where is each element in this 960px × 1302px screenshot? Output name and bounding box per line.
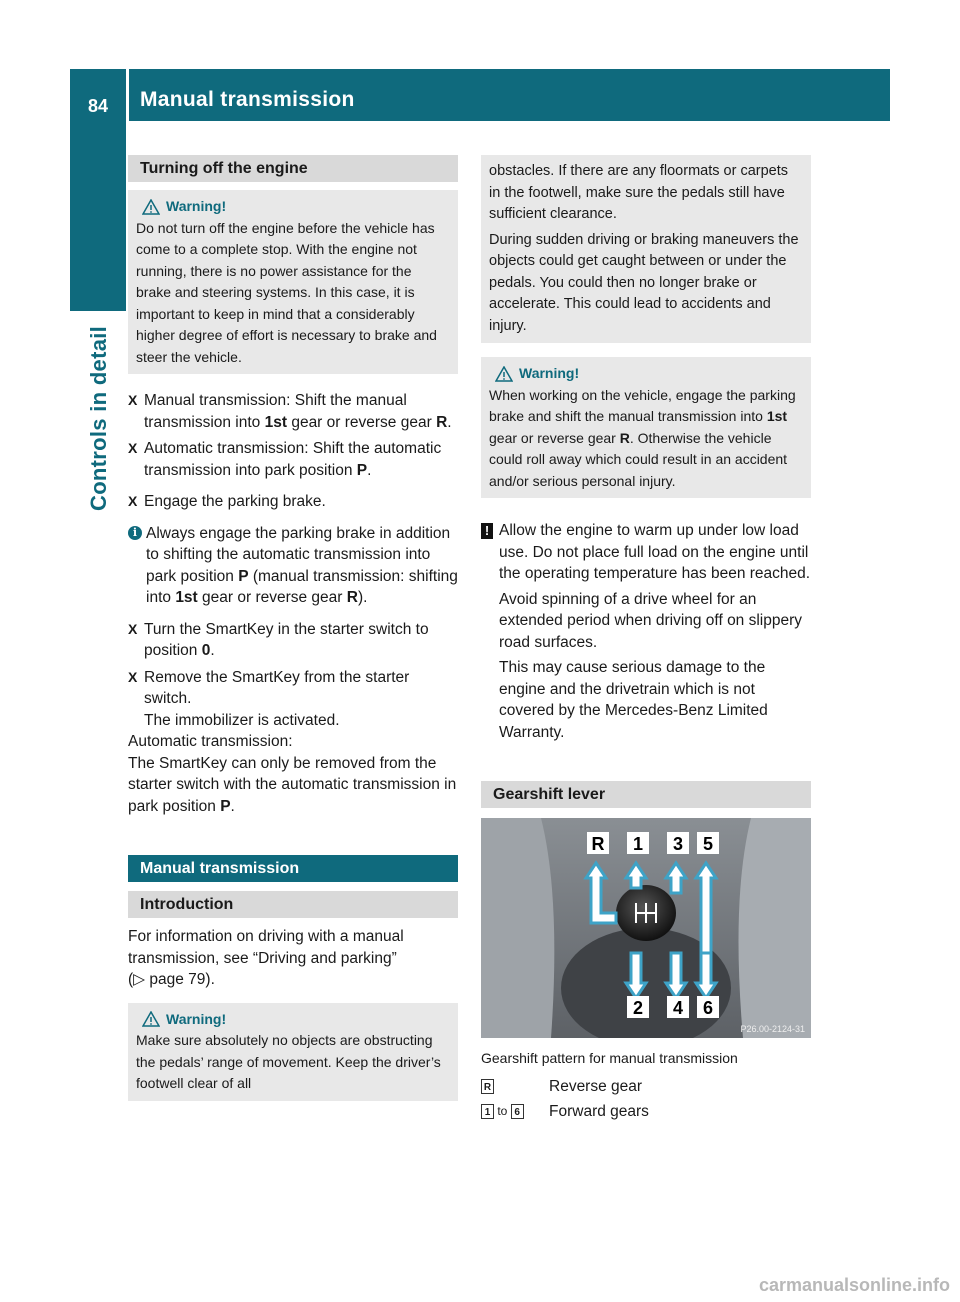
caution-note: ! Allow the engine to warm up under low load use. Do not place full load on the engine until the operating temperature has been reached. Avoid spinning of a drive wheel for an extended period when driving off on slippery road surfaces. This may cause serious damage to the engine and the drivetrain which is not covered by the Mercedes-Benz Limited Warranty. [481, 520, 811, 743]
section-heading-gearshift-lever: Gearshift lever [481, 781, 811, 808]
warning-continued-box: obstacles. If there are any floormats or carpets in the footwell, make sure the pedals still have sufficient clearance. During sudden driving or braking maneuvers the objects could get caught between or under the pedals. You could then no longer brake or accelerate. This could lead to accidents and injury. [481, 155, 811, 343]
step-item: X Engage the parking brake. [128, 491, 458, 513]
section-heading-introduction: Introduction [128, 891, 458, 918]
warning-title: Warning! [142, 1009, 450, 1031]
warning-text: Make sure absolutely no objects are obstructing the pedals’ range of movement. Keep the driver’s footwell clear of all [136, 1032, 441, 1091]
gear-label-3: 3 [672, 834, 684, 854]
side-tab [70, 121, 126, 311]
warning-text: Do not turn off the engine before the vehicle has come to a complete stop. With the engine not running, there is no power assistance for the brake and steering systems. In this case, it is important to keep in mind that a considerably higher degree of effort is necessary to brake and steer the vehicle. [136, 219, 437, 365]
section-heading-turning-off: Turning off the engine [128, 155, 458, 182]
right-column [481, 155, 811, 1123]
step-marker-icon: X [128, 620, 138, 637]
info-icon: i [128, 526, 142, 540]
step-marker-icon: X [128, 392, 138, 408]
gear6-key-icon: 6 [511, 1104, 524, 1119]
gearshift-diagram [481, 818, 811, 1038]
page-reference-link[interactable]: (▷ page 79). [128, 971, 215, 988]
step-marker-icon: X [128, 668, 138, 685]
legend-row-reverse: R Reverse gear [481, 1076, 811, 1098]
warning-title: Warning! [142, 196, 450, 218]
gear-label-4: 4 [672, 998, 684, 1018]
page-number: 84 [87, 96, 109, 116]
gear-label-6: 6 [702, 998, 714, 1018]
warning-box [481, 357, 811, 498]
info-note: i Always engage the parking brake in addition to shifting the automatic transmission into park position P (manual transmission: shifting into 1st gear or reverse gear R). [128, 523, 458, 609]
reverse-key-icon: R [481, 1079, 494, 1094]
image-caption: Gearshift pattern for manual transmission [481, 1050, 738, 1066]
legend-row-forward: 1 to 6 Forward gears [481, 1101, 811, 1123]
gearshift-image [481, 818, 811, 1038]
side-label: Controls in detail [86, 325, 111, 511]
gear-label-2: 2 [632, 998, 644, 1018]
warning-text: When working on the vehicle, engage the parking brake and shift the manual transmission into 1st gear or reverse gear R. Otherwise the vehicle could roll away which could result in an accident and/or serious personal injury. [489, 386, 796, 489]
intro-text: For information on driving with a manual transmission, see “Driving and parking” (▷ page 79). [128, 928, 404, 988]
warning-box [128, 190, 458, 374]
warning-title: Warning! [495, 363, 803, 385]
warning-box [128, 1003, 458, 1101]
footer-watermark: carmanualsonline.info [758, 1275, 950, 1295]
header-divider [126, 69, 129, 121]
step-item: X Manual transmission: Shift the manual transmission into 1st gear or reverse gear R. [128, 392, 452, 431]
page-title: Manual transmission [140, 88, 355, 111]
step-marker-icon: X [128, 440, 138, 456]
left-column [128, 155, 458, 1101]
step-item: X Remove the SmartKey from the starter switch. The immobilizer is activated. [128, 668, 410, 729]
warning-triangle-icon [142, 199, 160, 215]
gear-label-r: R [591, 834, 605, 854]
image-code: P26.00-2124-31 [740, 1024, 805, 1034]
step-marker-icon: X [128, 493, 138, 509]
gear1-key-icon: 1 [481, 1104, 494, 1119]
caution-icon: ! [481, 523, 493, 539]
gear-label-1: 1 [632, 834, 644, 854]
section-heading-manual-transmission: Manual transmission [128, 855, 458, 882]
step-item: X Automatic transmission: Shift the automatic transmission into park position P. [128, 440, 442, 479]
step-item: X Turn the SmartKey in the starter switch to position 0. [128, 620, 429, 659]
gear-label-5: 5 [702, 834, 714, 854]
warning-triangle-icon [495, 366, 513, 382]
automatic-note: Automatic transmission: The SmartKey can only be removed from the starter switch with the automatic transmission in park position P. [128, 733, 457, 815]
warning-triangle-icon [142, 1011, 160, 1027]
